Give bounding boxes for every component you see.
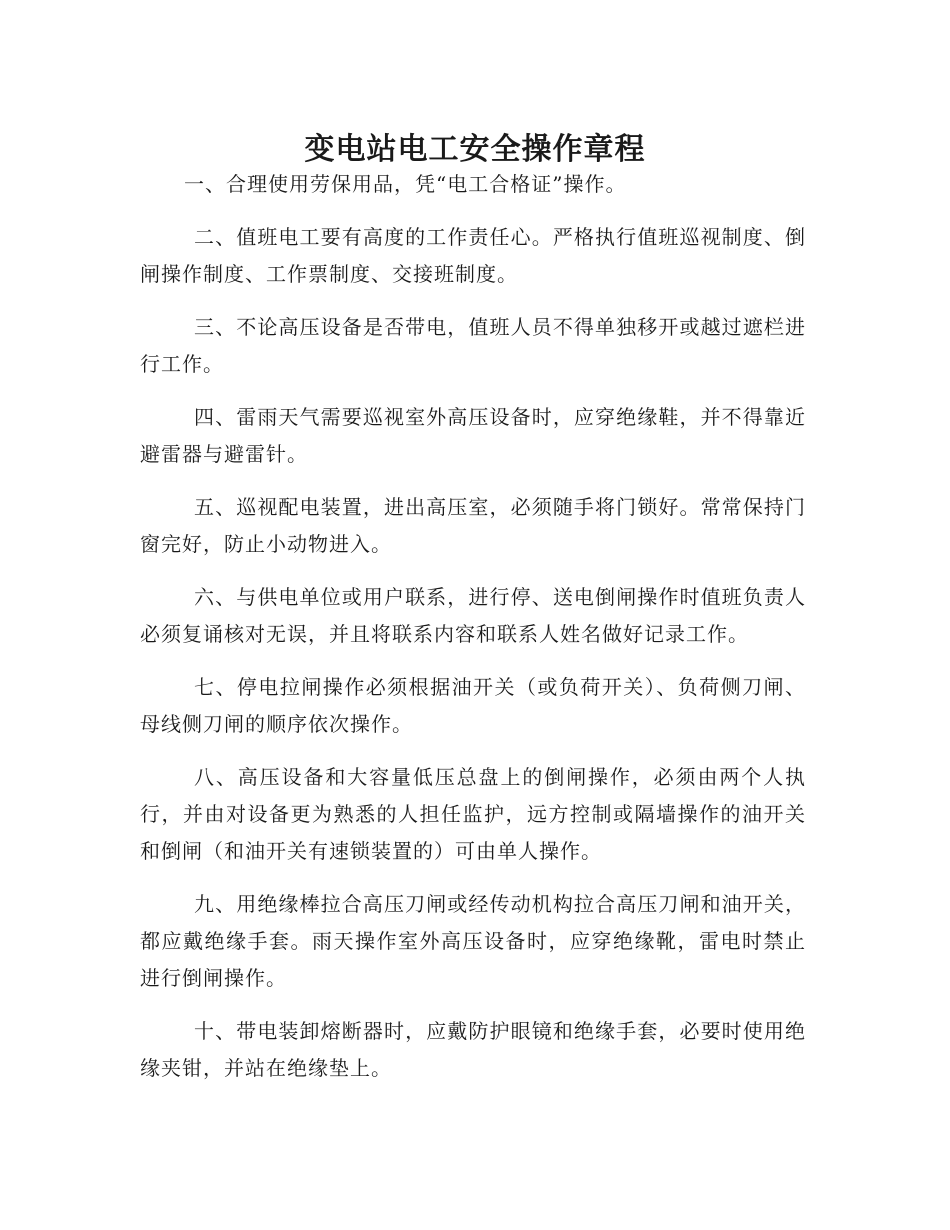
paragraph-2: 二、值班电工要有高度的工作责任心。严格执行值班巡视制度、倒闸操作制度、工作票制度、交接班制度。: [140, 225, 806, 286]
paragraph-1: 一、合理使用劳保用品，凭“电工合格证”操作。: [184, 172, 627, 196]
paragraph-8: 八、高压设备和大容量低压总盘上的倒闸操作，必须由两个人执行，并由对设备更为熟悉的人担任监护，远方控制或隔墙操作的油开关和倒闸（和油开关有速锁装置的）可由单人操作。: [140, 765, 806, 863]
document-title: 变电站电工安全操作章程: [304, 132, 646, 168]
paragraph-6: 六、与供电单位或用户联系，进行停、送电倒闸操作时值班负责人必须复诵核对无误，并且将联系内容和联系人姓名做好记录工作。: [140, 585, 806, 646]
paragraph-5: 五、巡视配电装置，进出高压室，必须随手将门锁好。常常保持门窗完好，防止小动物进入。: [140, 495, 806, 556]
paragraph-10: 十、带电装卸熔断器时，应戴防护眼镜和绝缘手套，必要时使用绝缘夹钳，并站在绝缘垫上。: [140, 1019, 806, 1080]
paragraph-4: 四、雷雨天气需要巡视室外高压设备时，应穿绝缘鞋，并不得靠近避雷器与避雷针。: [140, 405, 806, 466]
paragraph-7: 七、停电拉闸操作必须根据油开关（或负荷开关）、负荷侧刀闸、母线侧刀闸的顺序依次操作。: [140, 675, 806, 736]
document-body: [140, 166, 806, 1087]
paragraph-9: 九、用绝缘棒拉合高压刀闸或经传动机构拉合高压刀闸和油开关，都应戴绝缘手套。雨天操作室外高压设备时，应穿绝缘靴，雷电时禁止进行倒闸操作。: [140, 892, 806, 990]
paragraph-3: 三、不论高压设备是否带电，值班人员不得单独移开或越过遮栏进行工作。: [140, 315, 806, 376]
